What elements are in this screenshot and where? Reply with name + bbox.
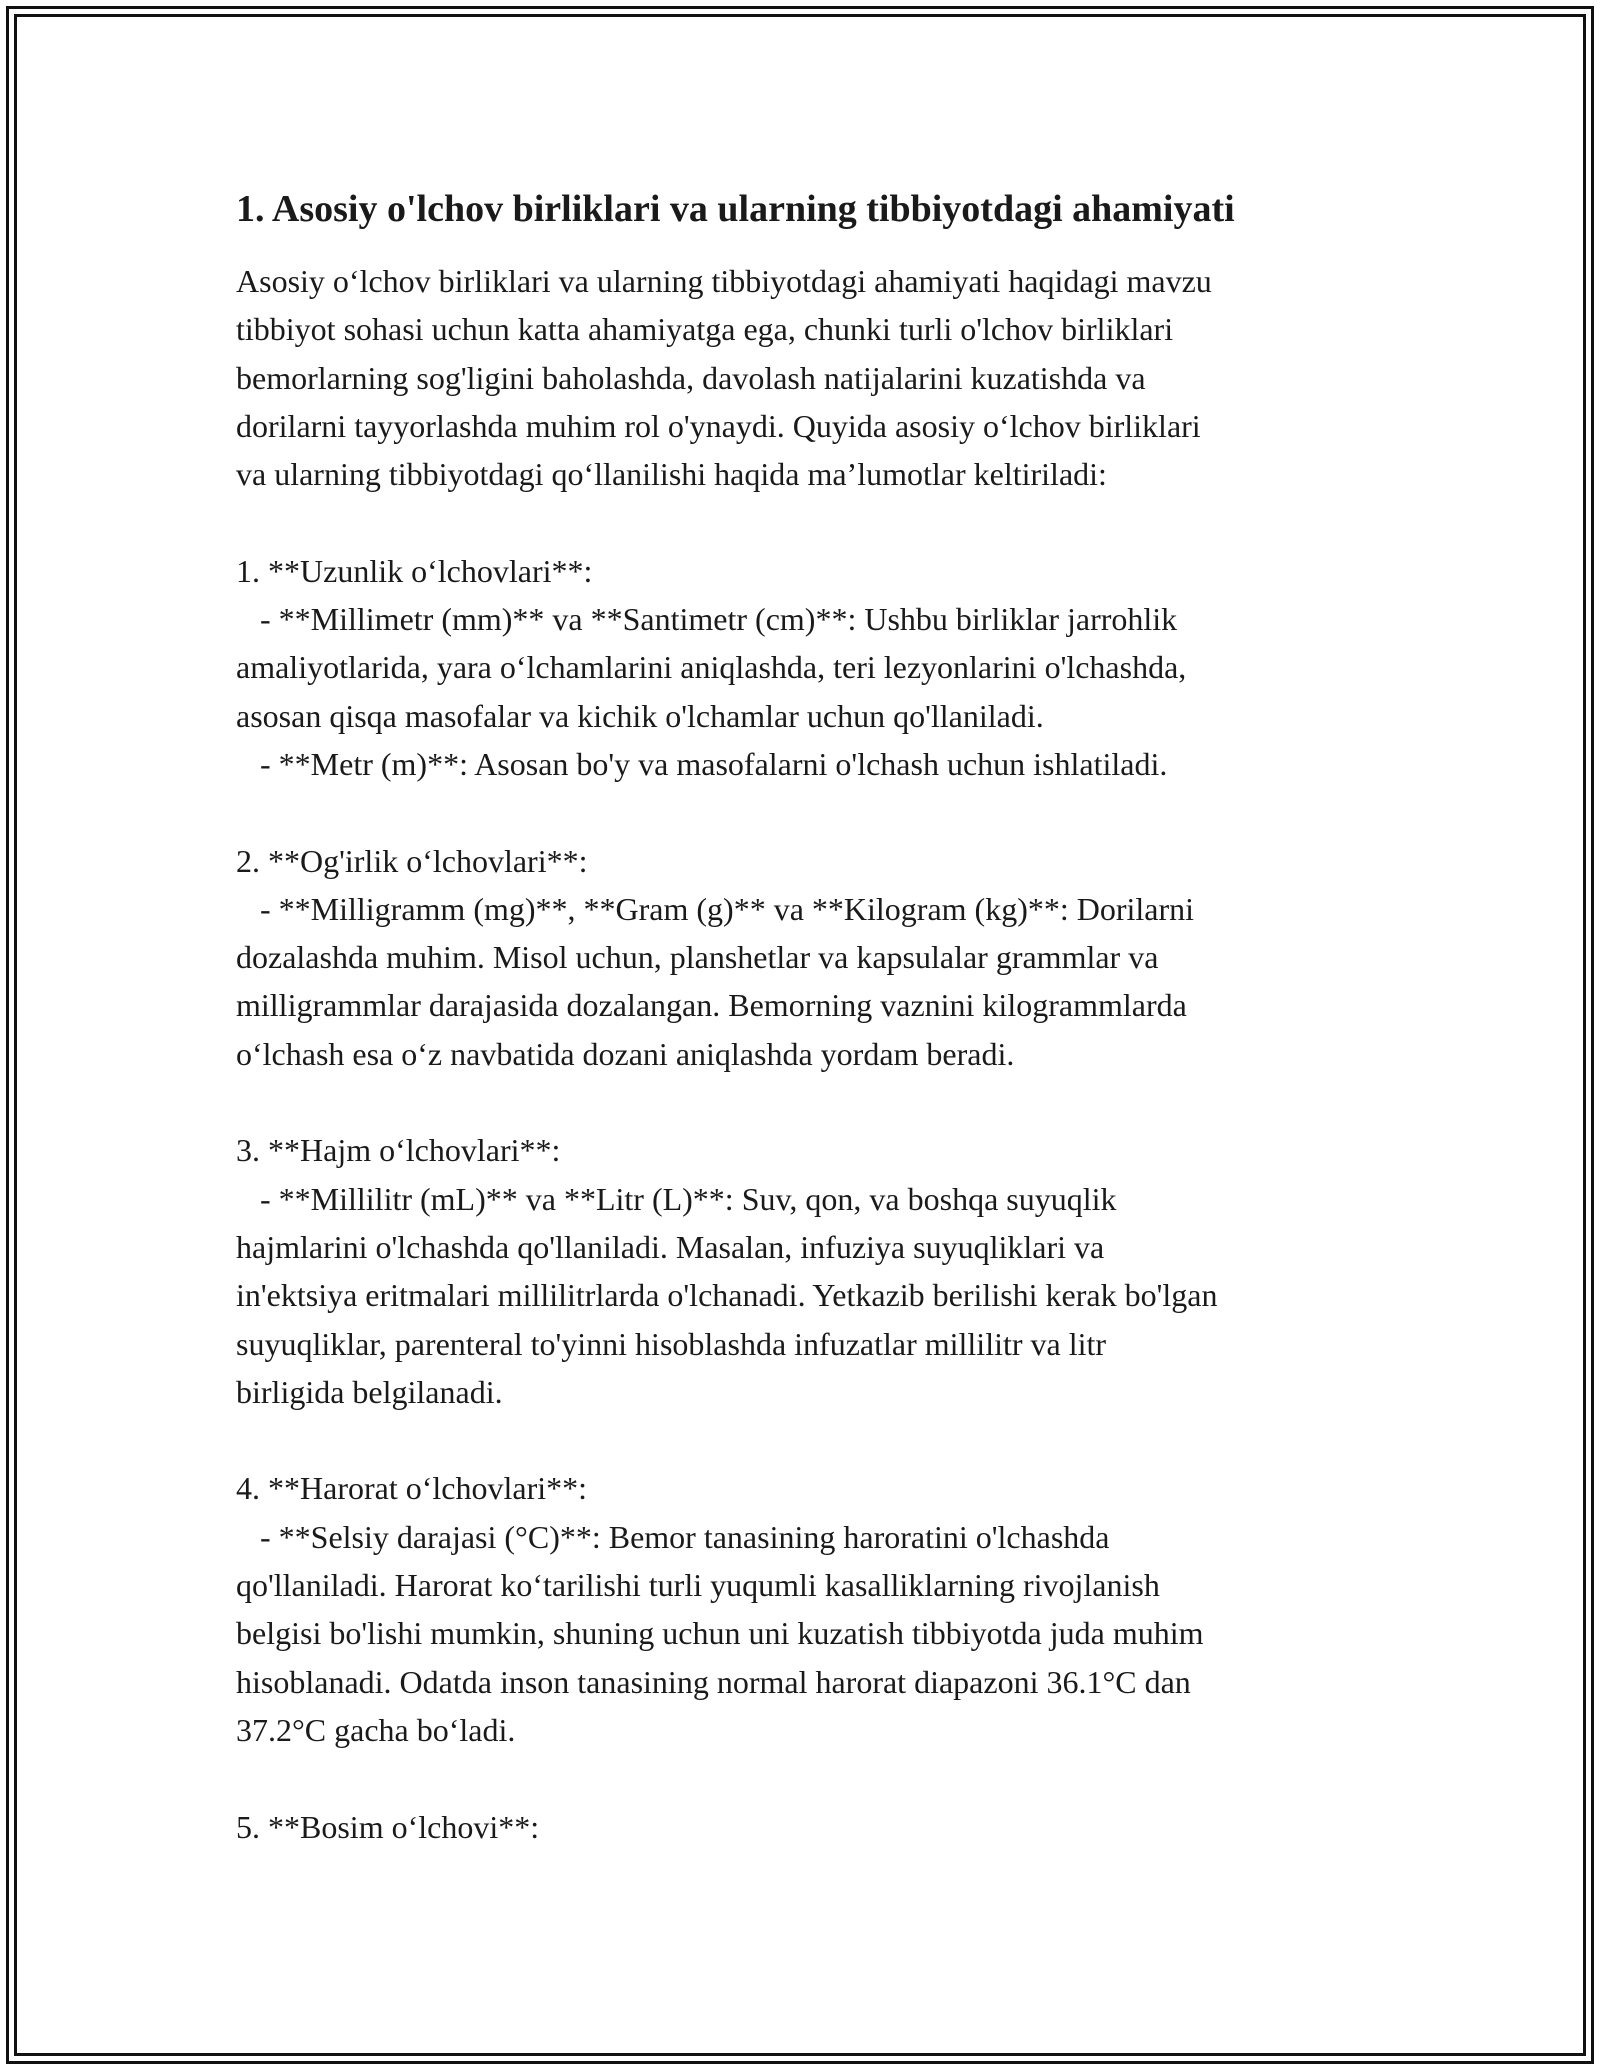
text-line: dorilarni tayyorlashda muhim rol o'ynaydi. Quyida asosiy o‘lchov birliklari [236, 407, 1201, 444]
document-title: 1. Asosiy o'lchov birliklari va ularning tibbiyotdagi ahamiyati [236, 188, 1235, 230]
text-line: - **Milligramm (mg)**, **Gram (g)** va **Kilogram (kg)**: Dorilarni [236, 890, 1195, 927]
text-line: amaliyotlarida, yara o‘lchamlarini aniqlashda, teri lezyonlarini o'lchashda, [236, 649, 1187, 686]
text-line: bemorlarning sog'ligini baholashda, davolash natijalarini kuzatishda va [236, 359, 1146, 396]
text-line: 5. **Bosim o‘lchovi**: [236, 1808, 540, 1845]
text-line: 37.2°C gacha bo‘ladi. [236, 1711, 516, 1748]
document-body [236, 184, 1376, 1851]
text-line: asosan qisqa masofalar va kichik o'lchamlar uchun qo'llaniladi. [236, 697, 1044, 734]
text-line: hajmlarini o'lchashda qo'llaniladi. Masalan, infuziya suyuqliklari va [236, 1228, 1105, 1265]
text-line: 4. **Harorat o‘lchovlari**: [236, 1470, 587, 1507]
blank-line [236, 1754, 1376, 1802]
text-line: 3. **Hajm o‘lchovlari**: [236, 1132, 561, 1169]
text-line: - **Millilitr (mL)** va **Litr (L)**: Suv, qon, va boshqa suyuqlik [236, 1180, 1117, 1217]
text-line: Asosiy o‘lchov birliklari va ularning tibbiyotdagi ahamiyati haqidagi mavzu [236, 263, 1212, 299]
blank-line [236, 788, 1376, 836]
text-line: 2. **Og'irlik o‘lchovlari**: [236, 842, 588, 879]
text-line: - **Selsiy darajasi (°C)**: Bemor tanasining haroratini o'lchashda [236, 1518, 1110, 1555]
text-line: - **Metr (m)**: Asosan bo'y va masofalarni o'lchash uchun ishlatiladi. [236, 745, 1168, 782]
text-line: va ularning tibbiyotdagi qo‘llanilishi haqida ma’lumotlar keltiriladi: [236, 456, 1107, 493]
blank-line [236, 1078, 1376, 1126]
text-line: milligrammlar darajasida dozalangan. Bemorning vaznini kilogrammlarda [236, 987, 1187, 1024]
text-line: suyuqliklar, parenteral to'yinni hisoblashda infuzatlar millilitr va litr [236, 1325, 1107, 1362]
blank-line [236, 498, 1376, 546]
text-line: - **Millimetr (mm)** va **Santimetr (cm)**: Ushbu birliklar jarrohlik [236, 601, 1178, 638]
text-line: o‘lchash esa o‘z navbatida dozani aniqlashda yordam beradi. [236, 1035, 1015, 1072]
document-text [236, 257, 1376, 1851]
blank-line [236, 1416, 1376, 1464]
text-line: birligida belgilanadi. [236, 1373, 503, 1410]
text-line: belgisi bo'lishi mumkin, shuning uchun uni kuzatish tibbiyotda juda muhim [236, 1615, 1204, 1652]
text-line: dozalashda muhim. Misol uchun, planshetlar va kapsulalar grammlar va [236, 939, 1159, 976]
text-line: tibbiyot sohasi uchun katta ahamiyatga ega, chunki turli o'lchov birliklari [236, 311, 1174, 348]
text-line: 1. **Uzunlik o‘lchovlari**: [236, 552, 593, 589]
text-line: in'ektsiya eritmalari millilitrlarda o'lchanadi. Yetkazib berilishi kerak bo'lgan [236, 1277, 1218, 1314]
text-line: hisoblanadi. Odatda inson tanasining normal harorat diapazoni 36.1°C dan [236, 1663, 1191, 1700]
text-line: qo'llaniladi. Harorat ko‘tarilishi turli yuqumli kasalliklarning rivojlanish [236, 1567, 1160, 1604]
